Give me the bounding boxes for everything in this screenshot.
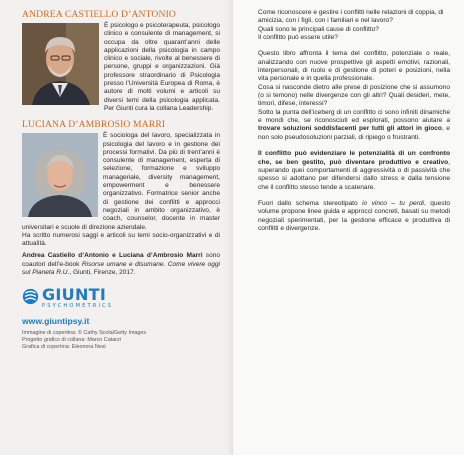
ebook-publisher: , Giunti, Firenze, 2017. — [69, 269, 136, 277]
image-credit-line: Immagine di copertina: © Cathy Scola/Getty Images — [22, 330, 147, 337]
author2-name: LUCIANA D’AMBROSIO MARRI — [22, 119, 166, 131]
logo-sub: PSYCHOMETRICS — [42, 303, 114, 310]
p5-start: Fuori dallo schema stereotipato — [258, 199, 358, 207]
author1-name: ANDREA CASTIELLO D’ANTONIO — [22, 9, 177, 20]
p4-end: , superando quei comportamenti di aggressività o di passività che spesso si adottano per difendersi dallo stress e dalla tensione che il conflitto stesso tende a scatenare. — [258, 158, 450, 191]
logo-word: GIUNTI — [42, 285, 107, 305]
author1-portrait — [22, 23, 99, 105]
author2-portrait — [22, 133, 98, 217]
p4-bold: Il conflitto può evidenziare le potenzialità di un confronto che, se ben gestito, può diventare produttivo e creativo — [258, 150, 450, 166]
questions-block — [258, 9, 450, 42]
p5-end: , questo volume propone linee guida e approcci concreti, basati su metodi negoziali sperimentati, per la gestione efficace e produttiva di conflitti e divergenze. — [258, 199, 450, 232]
description-paragraph: Questo libro affronta il tema del conflitto, potenziale o reale, analizzando con nuove prospettive gli aspetti emotivi, razionali, interpersonali, di ruolo e di gestione di poteri e posizioni, nella vita personale e in quella professionale. — [258, 50, 450, 83]
description-paragraph: Cosa si nasconde dietro alle prese di posizione che si assumono (o si temono) nelle divergenze con gli altri? Quali desideri, mete, timori, difese, interessi? — [258, 83, 450, 108]
p5-italic: io vinco – tu perdi — [362, 199, 424, 207]
question: Quali sono le principali cause di conflitto? — [258, 25, 379, 33]
author2-bio-intro: È sociologa del lavoro, specializzata in psicologia del lavoro e in gestione dei processi formativi. Da più di trent’anni è consulente di management, esperta di selezione, formazione e sviluppo manageriale, diversity management, empowerment e benessere organizzativo. Formatrice senior anche di gestione dei conflitti e approcci negoziali in ambito organizzativo, è coach, counselor, docente in master universitari e scuole di direzione aziendale. — [22, 132, 220, 231]
ebook-mid: sono coautori dell’e-book — [22, 252, 220, 268]
image-credit-line: Progetto grafico di collana: Marco Catarzi — [22, 337, 121, 344]
p3-end: , e non solo pseudosoluzioni parziali, di ripiego o frustranti. — [258, 125, 450, 141]
highlight-paragraph — [258, 150, 450, 192]
description-paragraph — [258, 109, 450, 142]
question: Come riconoscere e gestire i conflitti nelle relazioni di coppia, di amicizia, con i figli, con i familiari e nel lavoro? — [258, 9, 444, 25]
closing-paragraph — [258, 200, 450, 233]
website-link[interactable]: www.giuntipsy.it — [22, 316, 90, 327]
author1-bio: È psicologo e psicoterapeuta, psicologo clinico e consulente di management, si occupa da oltre quarant’anni delle applicazioni della psicologia in campo clinico e sociale, rivolte al benessere di persone, gruppi e organizzazioni. Già professore straordinario di Psicologia presso l’Università Europea di Roma, è autore di molti volumi e articoli su diversi temi della psicologia applicata. Per Giunti cura la collana Leadership. — [104, 22, 220, 112]
p3-start: Sotto la punta dell’iceberg di un conflitto ci sono infiniti dinamiche e mondi che, se riconosciuti ed esplorati, possono aiutare a — [258, 108, 450, 125]
ebook-credit — [22, 252, 220, 277]
image-credits — [22, 330, 220, 350]
woman-portrait-icon — [22, 133, 98, 217]
question: Il conflitto può essere utile? — [258, 34, 338, 42]
giunti-logo-icon — [22, 288, 39, 305]
description-block — [258, 50, 450, 142]
author2-bio — [22, 132, 220, 232]
author2-bio-more: Ha scritto numerosi saggi e articoli su temi socio-organizzativi e di attualità. — [22, 231, 220, 248]
highlight-block — [258, 150, 450, 192]
back-cover-right-page — [232, 0, 464, 455]
p3-bold: trovare soluzioni soddisfacenti per tutti gli attori in gioco — [258, 125, 442, 133]
closing-block — [258, 200, 450, 233]
ebook-title: Risorse umane e disumane. Come vivere oggi sul Pianeta R.U. — [22, 260, 220, 277]
man-portrait-icon — [22, 23, 99, 105]
image-credit-line: Grafica di copertina: Eleonora Nesi — [22, 343, 106, 350]
publisher-logo — [22, 287, 220, 309]
ebook-authors: Andrea Castiello d’Antonio e Luciana d’Ambrosio Marri — [22, 252, 203, 260]
